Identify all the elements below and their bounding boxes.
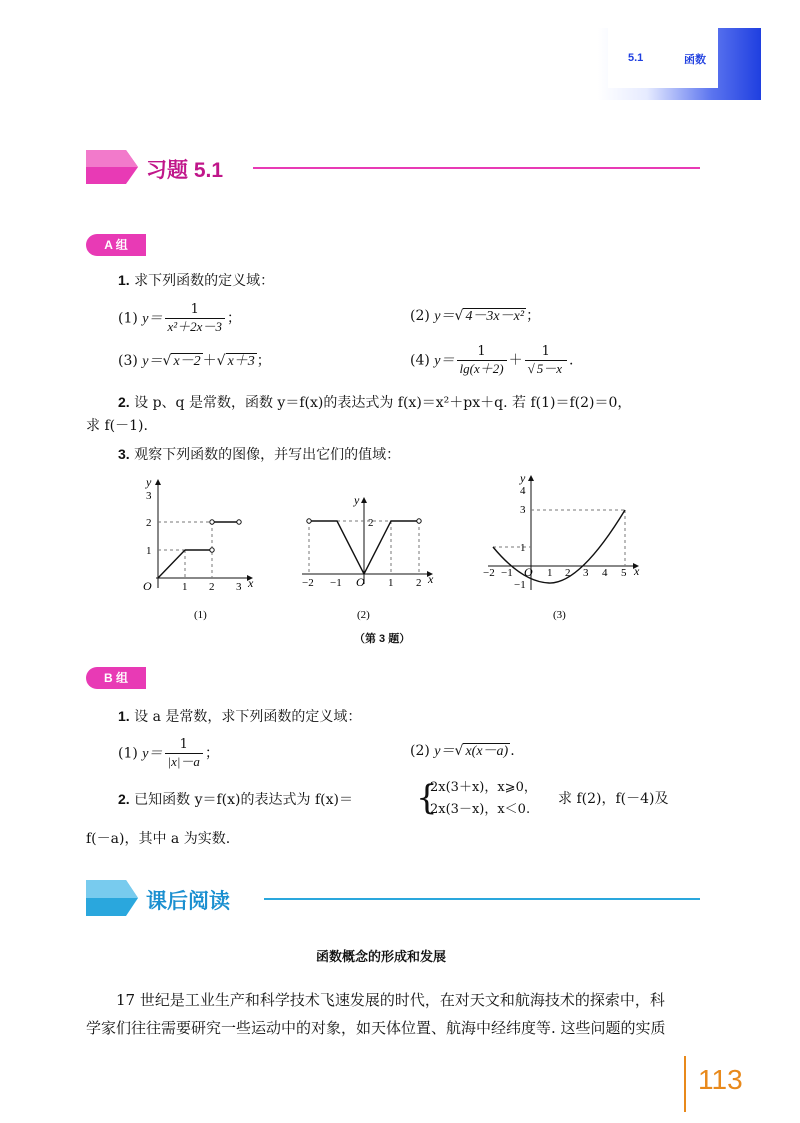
g3-xtick: −1: [501, 567, 513, 579]
a-q1-part3: (3) y＝√ x－2 ＋√ x＋3 ；: [118, 353, 271, 369]
g1-axis-x: x: [248, 576, 254, 590]
g3-xtick: −2: [483, 567, 495, 579]
g2-xtick: −1: [330, 577, 342, 589]
b-q2-case2: 2x(3－x)，x＜0.: [430, 802, 531, 817]
g2-axis-y: y: [354, 493, 360, 507]
header-section-title: 函数: [684, 54, 706, 66]
b-q2-line2: f(－a)，其中 a 为实数.: [86, 831, 231, 847]
a-q2-line2: 求 f(－1).: [86, 418, 148, 434]
g1-ytick: 1: [146, 545, 152, 557]
a-q1: 1. 求下列函数的定义域：: [118, 272, 275, 289]
g1-xtick: 3: [236, 581, 242, 593]
g2-ytick: 2: [368, 517, 374, 529]
g3-xtick: 5: [621, 567, 627, 579]
g1-label: (1): [194, 609, 207, 621]
g2-xtick: 2: [416, 577, 422, 589]
page-number: 113: [698, 1064, 743, 1095]
a-q2-line1: 2. 设 p、q 是常数，函数 y＝f(x)的表达式为 f(x)＝x²＋px＋q. 若 f(1)＝f(2)＝0，: [118, 394, 632, 411]
g1-axis-y: y: [146, 475, 152, 489]
g1-xtick: 2: [209, 581, 215, 593]
exercise-title: 习题 5.1: [146, 159, 224, 182]
g3-ytick: 1: [520, 542, 526, 554]
article-paragraph-line: 17 世纪是工业生产和科学技术飞速发展的时代，在对天文和航海技术的探索中，科: [116, 991, 665, 1009]
header-section-number: 5.1: [628, 52, 644, 64]
g1-origin: O: [143, 579, 152, 593]
g2-xtick: 1: [388, 577, 394, 589]
a-q1-part2: (2) y＝√ 4－3x－x² ；: [410, 308, 541, 324]
b-q1-part2: (2) y＝√ x(x－a) .: [410, 743, 515, 759]
g2-axis-x: x: [428, 572, 434, 586]
g3-xtick: 3: [583, 567, 589, 579]
a-q1-part1: (1) y＝ $\frac{1}{\text{x²＋2x－3}}$ ；: [118, 302, 241, 334]
group-a-badge: A 组: [86, 234, 146, 256]
b-q2-post: 求 f(2)，f(－4)及: [558, 791, 669, 807]
graph-3: [483, 471, 640, 621]
b-q2-pre: 2. 已知函数 y＝f(x)的表达式为 f(x)＝: [118, 791, 353, 808]
g1-ytick: 2: [146, 517, 152, 529]
g3-ytick: −1: [514, 579, 526, 591]
graph-2: [302, 493, 434, 621]
reading-title-rule: [264, 898, 700, 900]
g3-axis-x: x: [634, 564, 640, 578]
a-q1-part4: (4) y＝ $\frac{1}{\lg(x+2)}$ ＋ $\frac{1}{√ 5-x}$ .: [410, 344, 574, 376]
exercise-title-rule: [253, 167, 700, 169]
g2-xtick: −2: [302, 577, 314, 589]
b-q2-case1: 2x(3＋x)，x⩾0，: [430, 780, 537, 795]
graph-1: [143, 475, 254, 621]
reading-heading-marker: [86, 880, 146, 916]
g3-xtick: 1: [547, 567, 553, 579]
g3-ytick: 4: [520, 485, 526, 497]
g1-ytick: 3: [146, 490, 152, 502]
exercise-heading-marker: [86, 150, 146, 184]
g2-origin: O: [356, 575, 365, 589]
figure-caption: （第 3 题）: [354, 633, 411, 645]
g2-label: (2): [357, 609, 370, 621]
g3-xtick: 4: [602, 567, 608, 579]
g3-ytick: 3: [520, 504, 526, 516]
g3-label: (3): [553, 609, 566, 621]
a-q3: 3. 观察下列函数的图像，并写出它们的值域：: [118, 446, 401, 463]
b-q1: 1. 设 a 是常数，求下列函数的定义域：: [118, 708, 362, 725]
g3-xtick: 2: [565, 567, 571, 579]
reading-section-title: 课后阅读: [146, 890, 230, 913]
article-title: 函数概念的形成和发展: [316, 949, 447, 964]
g1-xtick: 1: [182, 581, 188, 593]
function-graphs: [80, 468, 720, 628]
header-tab: [598, 28, 761, 100]
g3-axis-y: y: [520, 471, 526, 485]
page-number-rule: [684, 1056, 686, 1112]
b-q1-part1: (1) y＝ $\frac{1}{|x|-a}$ ；: [118, 737, 219, 769]
b-q2-brace: {: [416, 778, 438, 818]
group-b-badge: B 组: [86, 667, 146, 689]
g3-origin: O: [524, 565, 533, 579]
article-paragraph-line: 学家们往往需要研究一些运动中的对象，如天体位置、航海中经纬度等. 这些问题的实质: [86, 1019, 666, 1037]
